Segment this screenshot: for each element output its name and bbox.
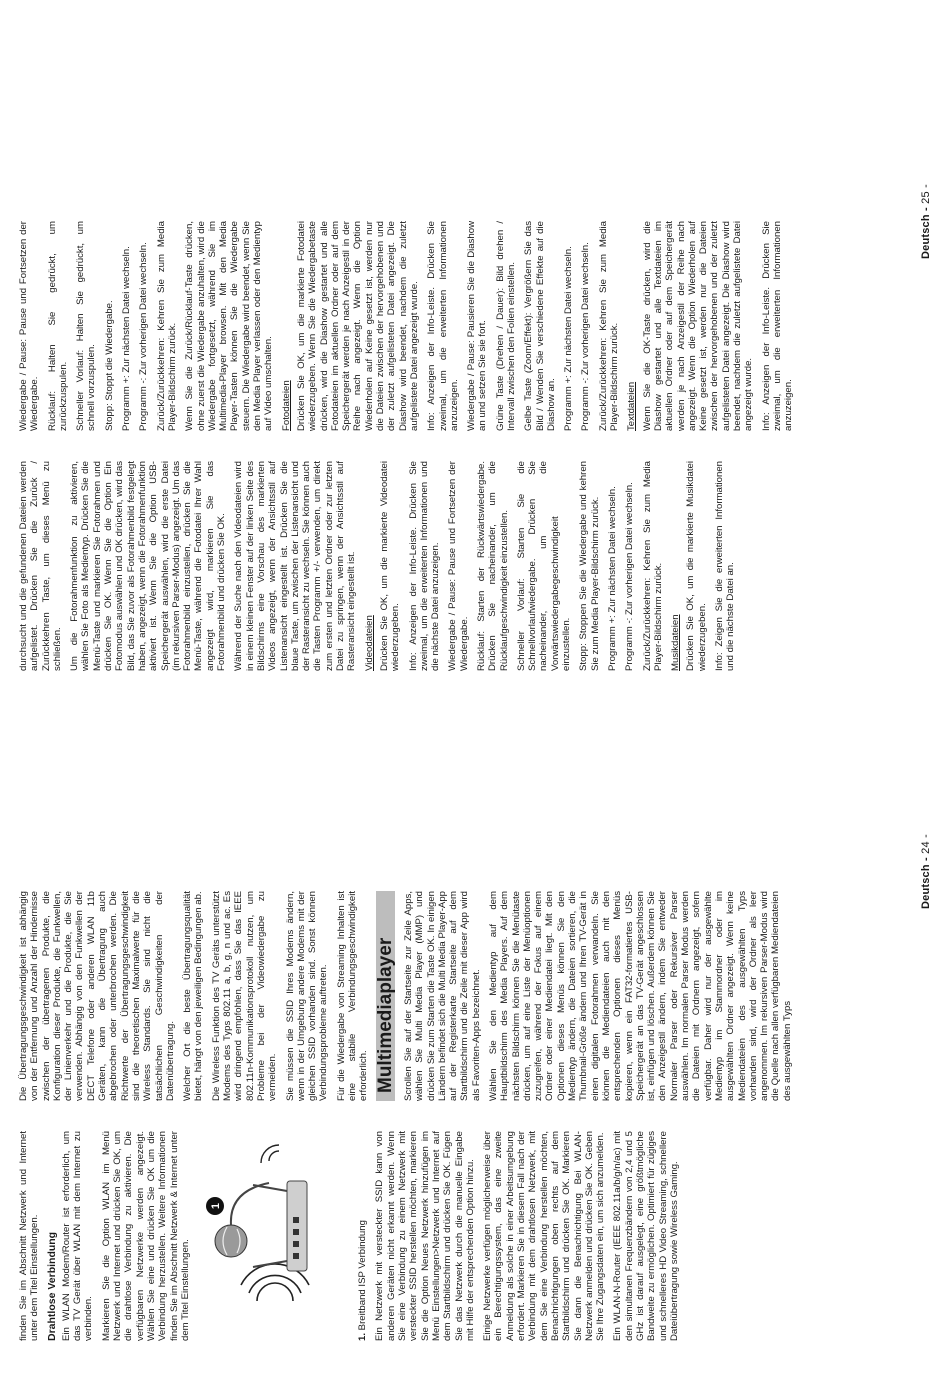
paragraph: Programm -: Zur vorherigen Datei wechseln. xyxy=(580,242,592,431)
paragraph: Die Wireless Funktion des TV Geräts unterstützt Modems des Typs 802.11 a, b, g, n und ac. Es wird dringend empfohlen, dass Sie das IEEE 802.11n-Kommunikationsprotokoll nutzen, um Probleme bei der Videowiedergabe zu vermeiden. xyxy=(210,891,279,1101)
paragraph: Programm +: Zur nächsten Datei wechseln. xyxy=(121,246,133,431)
paragraph: Rücklauf: Halten Sie gedrückt, um zurückzuspulen. xyxy=(46,221,69,431)
paragraph: Stopp: Stoppen Sie die Wiedergabe und kehren Sie zum Media Player-Bildschirm zurück. xyxy=(578,461,601,671)
paragraph: Ein Netzwerk mit versteckter SSID kann von anderen Geräten nicht erkannt werden. Wenn Sie eine Verbindung zu einem Netzwerk mit versteckter SSID herstellen möchten, markieren Sie die Option Neues Netzwerk hinzufügen im Menü Einstellungen>Netzwerk und Internet auf dem Startbildschirm und drücken Sie OK. Fügen Sie das Netzwerk durch die manuelle Eingabe mit Hilfe der entsprechenden Option hinzu. xyxy=(374,1131,476,1341)
paragraph: Scrollen Sie auf der Startseite zur Zeile Apps, wählen Sie Multi Media Player (MMP) und drücken Sie zum Starten die Taste OK. In einigen Ländern befindet sich die Multi Media Player-App auf der Registerkarte Startseite auf dem Startbildschirm und die Zeile mit dieser App wird als Favoriten-Apps bezeichnet. xyxy=(402,891,482,1101)
paragraph: Info: Zeigen Sie die erweiterten Informationen und die nächste Datei an. xyxy=(714,461,737,671)
illustration-caption: 1. Breitband ISP Verbindung xyxy=(357,1220,369,1341)
paragraph: Wenn Sie die Zurück/Rücklauf-Taste drücken, ohne zuerst die Wiedergabe anzuhalten, wird die Wiedergabe fortgesetzt, während Sie im Multimedia-Player browsen. Mit den Media Player-Tasten können Sie die Wiedergabe steuern. Die Wiedergabe wird beendet, wenn Sie den Media Player verlassen oder den Medientyp auf Video umschalten. xyxy=(184,221,275,431)
paragraph: Programm +: Zur nächsten Datei wechseln. xyxy=(606,486,618,671)
paragraph: Drücken Sie OK, um die markierte Fotodatei wiederzugeben. Wenn Sie die Wiedergabetaste drücken, wird die Diashow gestartet und alle Fotodateien im aktuellen Ordner oder auf dem Speichergerät werden je nach Anzeigestil in der Reihe nach angezeigt. Wenn die Option Wiederholen auf Keine gesetzt ist, werden nur die Dateien zwischen der hervorgehobenen und der zuletzt aufgelisteten Datei angezeigt. Die Diashow wird beendet, nachdem die zuletzt aufgelistete Datei angezeigt wurde. xyxy=(295,221,420,431)
wifi-waves-icon xyxy=(257,1283,293,1301)
paragraph: Wenn Sie die OK-Taste drücken, wird die Diashow gestartet und alle Textdateien im aktuellen Ordner oder auf dem Speichergerät werden je nach Anzeigestil der Reihe nach angezeigt. Wenn die Option Wiederholen auf Keine gesetzt ist, werden nur die Dateien zwischen der hervorgehobenen und der zuletzt aufgelisteten Datei angezeigt. Die Diashow wird beendet, nachdem die zuletzt aufgelistete Datei angezeigt wurde. xyxy=(641,221,755,431)
paragraph: Während der Suche nach den Videodateien wird in einem kleinen Fenster auf der linken Seite des Bildschirms eine Vorschau des markierten Videos angezeigt, wenn der Ansichtsstil auf Listenansicht eingestellt ist. Drücken Sie die blaue Taste, um zwischen der Listenansicht und der Rasteransicht zu wechseln. Sie können auch die Tasten Programm +/- verwenden, um direkt zum ersten und letzten Ordner oder zur letzten Datei zu springen, wenn der Ansichtsstil auf Rasteransicht eingestellt ist. xyxy=(233,461,358,671)
paragraph: durchsucht und die gefundenen Dateien werden aufgelistet. Drücken Sie die Zurück / Zurückkehren Taste, um dieses Menü zu schließen. xyxy=(18,461,63,671)
subheading-video-files: Videodateien xyxy=(363,615,375,671)
paragraph: Programm -: Zur vorherigen Datei wechseln. xyxy=(138,242,150,431)
paragraph: Zurück/Zurückkehren: Kehren Sie zum Media Player-Bildschirm zurück. xyxy=(641,461,664,671)
paragraph: Wählen Sie den Medientyp auf dem Hauptbildschirm des Media Players. Auf dem nächsten Bildschirm können Sie die Menütaste drücken, um auf eine Liste der Menüoptionen zuzugreifen, während der Fokus auf einem Ordner oder einer Mediendatei liegt. Mit den Optionen dieses Menüs können Sie den Medientyp ändern, die Dateien sortieren, die Thumbnail-Größe ändern und Ihren TV-Gerät in einen digitalen Fotorahmen verwandeln. Sie können die Mediendateien auch mit den entsprechenden Optionen dieses Menüs kopieren, wenn ein FAT32-formatiertes USB-Speichergerät an das TV-Gerät angeschlossen ist, einfügen und löschen. Außerdem können Sie den Anzeigestil ändern, indem Sie entweder Normaler Parser oder Rekursiver Parser auswählen. Im normalen Parser Modus werden die Dateien mit Ordnern angezeigt, sofern verfügbar. Daher wird nur der ausgewählte Medientyp im Stammordner oder im ausgewählten Ordner angezeigt. Wenn keine Mediendateien des ausgewählten Typs vorhanden sind, wird der Ordner als leer angenommen. Im rekursiven Parser-Modus wird die Quelle nach allen verfügbaren Mediendateien des ausgewählten Typs xyxy=(487,891,793,1101)
paragraph: Markieren Sie die Option WLAN im Menü Netzwerk und Internet und drücken Sie OK, um die drahtlose Verbindung zu aktivieren. Die verfügbaren Netzwerke werden angezeigt. Wählen Sie eine und drücken Sie OK um die Verbindung herzustellen. Weitere Informationen finden Sie im Abschnitt Netzwerk & Internet unter dem Titel Einstellungen. xyxy=(100,1131,191,1341)
paragraph: Programm +: Zur nächsten Datei wechseln. xyxy=(563,246,575,431)
page-number-24: Deutsch - 24 - xyxy=(920,834,932,909)
paragraph: Gelbe Taste (Zoom/Effekt): Vergrößern Sie das Bild / Wenden Sie verschiedene Effekte auf die Diashow an. xyxy=(523,221,557,431)
page-24-column-2 xyxy=(18,891,908,1101)
paragraph: Sie müssen die SSID Ihres Modems ändern, wenn in der Umgebung andere Modems mit der gleichen SSID vorhanden sind. Sonst können Verbindungsprobleme auftreten. xyxy=(284,891,330,1101)
paragraph: Um die Fotorahmenfunktion zu aktivieren, wählen Sie Foto als Medientyp. Drücken Sie die Menü-Taste und markieren Sie Fotorahmen und drücken Sie OK. Wenn Sie die Option Ein Fotomodus auswählen und OK drücken, wird das Bild, das Sie zuvor als Fotorahmenbild festgelegt haben, angezeigt, wenn die Fotorahmenfunktion aktiviert ist. Wenn Sie die Option USB-Speichergerät auswählen, wird die erste Datei (im rekursiven Parser-Modus) angezeigt. Um das Fotorahmenbild einzustellen, drücken Sie die Menü-Taste, während die Fotodatei Ihrer Wahl angezeigt wird, markieren Sie das Fotorahmenbild und drücken Sie OK. xyxy=(69,461,228,671)
paragraph: Ein WLAN-N-Router (IEEE 802.11a/b/g/n/ac) mit den simultanen Frequenzbändern von 2,4 und 5 GHz ist darauf ausgelegt, eine größtmögliche Bandweite zu ermöglichen. Optimiert für zügiges und schnelleres HD Video Streaming, schnellere Dateiübertragung sowie Wireless Gaming. xyxy=(612,1131,680,1341)
page-25-column-1 xyxy=(18,461,908,671)
paragraph: Drücken Sie OK, um die markierte Musikdatei wiederzugeben. xyxy=(685,461,708,671)
page-25-column-2 xyxy=(18,221,908,431)
paragraph: Schneller Vorlauf: Starten Sie die Schnellvorlaufwiedergabe. Drücken Sie nacheinander, um die Vorwärtswiedergabegeschwindigkeit einzustellen. xyxy=(515,461,573,671)
page-24-column-1 xyxy=(18,1131,908,1341)
paragraph: Drücken Sie OK, um die markierte Videodatei wiederzugeben. xyxy=(378,461,402,671)
paragraph: Info: Anzeigen der Info-Leiste. Drücken Sie zweimal, um die erweiterten Informationen und die nächste Datei anzuzeigen. xyxy=(407,461,442,671)
router-diagram xyxy=(199,1131,349,1341)
paragraph: Für die Wiedergabe von Streaming Inhalten ist eine stabile Verbindungsgeschwindigkeit erforderlich. xyxy=(335,891,370,1101)
paragraph: Zurück/Zurückkehren: Kehren Sie zum Media Player-Bildschirm zurück. xyxy=(155,221,178,431)
paragraph: Wiedergabe / Pause: Pausieren Sie die Diashow an und setzen Sie sie fort. xyxy=(466,221,489,431)
paragraph: Stopp: Stoppt die Wiedergabe. xyxy=(103,300,115,431)
paragraph: Einige Netzwerke verfügen möglicherweise über ein Berechtigungssystem, das eine zweite Anmeldung als solche in einer Arbeitsumgebung erfordert. Markieren Sie in diesem Fall nach der Verbindung mit dem drahtlosen Netzwerk, mit dem Sie eine Verbindung herstellen möchten, Benachrichtigungen oben rechts auf dem Startbildschirm und drücken Sie OK. Markieren Sie dann die Benachrichtigung Bei WLAN-Netzwerk anmelden und drücken Sie OK. Geben Sie Ihre Zugangsdaten ein, um sich anzumelden. xyxy=(482,1131,607,1341)
subheading-text-files: Textdateien xyxy=(626,381,638,431)
subheading-photo-files: Fotodateien xyxy=(280,380,292,431)
globe-icon xyxy=(215,1225,247,1257)
paragraph: Info: Anzeigen der Info-Leiste. Drücken Sie zweimal, um die erweiterten Informationen anzuzeigen. xyxy=(760,221,795,431)
wireless-connection-illustration xyxy=(199,1131,349,1341)
section-banner-multimediaplayer: Multimediaplayer xyxy=(376,891,395,1101)
section-heading-wireless: Drahtlose Verbindung xyxy=(45,1231,58,1341)
network-intro: finden Sie im Abschnitt Netzwerk und Internet unter dem Titel Einstellungen. xyxy=(18,1131,41,1341)
paragraph: Welcher Ort die beste Übertragungsqualität bietet, hängt von den jeweiligen Bedingungen ab. xyxy=(182,891,205,1101)
paragraph: Die Übertragungsgeschwindigkeit ist abhängig von der Entfernung und Anzahl der Hindernisse zwischen der übertragenen Produkte, die Konfiguration dieser Produkte, die Funkwellen, der Linienverkehr und die Produkte, die Sie verwenden. Abhängig von den Funkwellen der DECT Telefone oder anderen WLAN 11b Geräten, kann die Übertragung auch abgebrochen oder unterbrochen werden. Die Richtwerte der Übertragungsgeschwindigkeit sind die theoretischen Maximalwerte für die Wireless Standards. Sie sind nicht die tatsächlichen Geschwindigkeiten der Datenübertragung. xyxy=(18,891,176,1101)
page-25 xyxy=(0,0,950,689)
callout-number: 1 xyxy=(210,1202,223,1210)
paragraph: Wiedergabe / Pause: Pause und Fortsetzen der Wiedergabe. xyxy=(447,461,470,671)
paragraph: Zurück/Zurückkehren: Kehren Sie zum Media Player-Bildschirm zurück. xyxy=(597,221,621,431)
page-number-25: Deutsch - 25 - xyxy=(920,184,932,259)
paragraph: Grüne Taste (Drehen / Dauer): Bild drehen / Intervall zwischen den Folien einstellen. xyxy=(494,221,517,431)
paragraph: Wiedergabe / Pause: Pause und Fortsetzen der Wiedergabe. xyxy=(18,221,41,431)
wifi-signal-icon xyxy=(269,1151,279,1161)
subheading-music-files: Musikdateien xyxy=(670,614,682,671)
paragraph: Rücklauf: Starten der Rückwärtswiedergabe. Drücken Sie nacheinander, um die Rücklaufgeschwindigkeit einzustellen. xyxy=(475,461,510,671)
cable-line xyxy=(231,1183,269,1225)
page-24 xyxy=(0,689,950,1379)
paragraph: Info: Anzeigen der Info-Leiste. Drücken Sie zweimal, um die erweiterten Informationen anzuzeigen. xyxy=(426,221,460,431)
paragraph: Schneller Vorlauf: Halten Sie gedrückt, um schnell vorzuspulen. xyxy=(75,221,98,431)
paragraph: Programm -: Zur vorherigen Datei wechseln. xyxy=(624,482,636,671)
paragraph: Ein WLAN Modem/Router ist erforderlich, um das TV Gerät über WLAN mit dem Internet zu verbinden. xyxy=(60,1131,95,1341)
